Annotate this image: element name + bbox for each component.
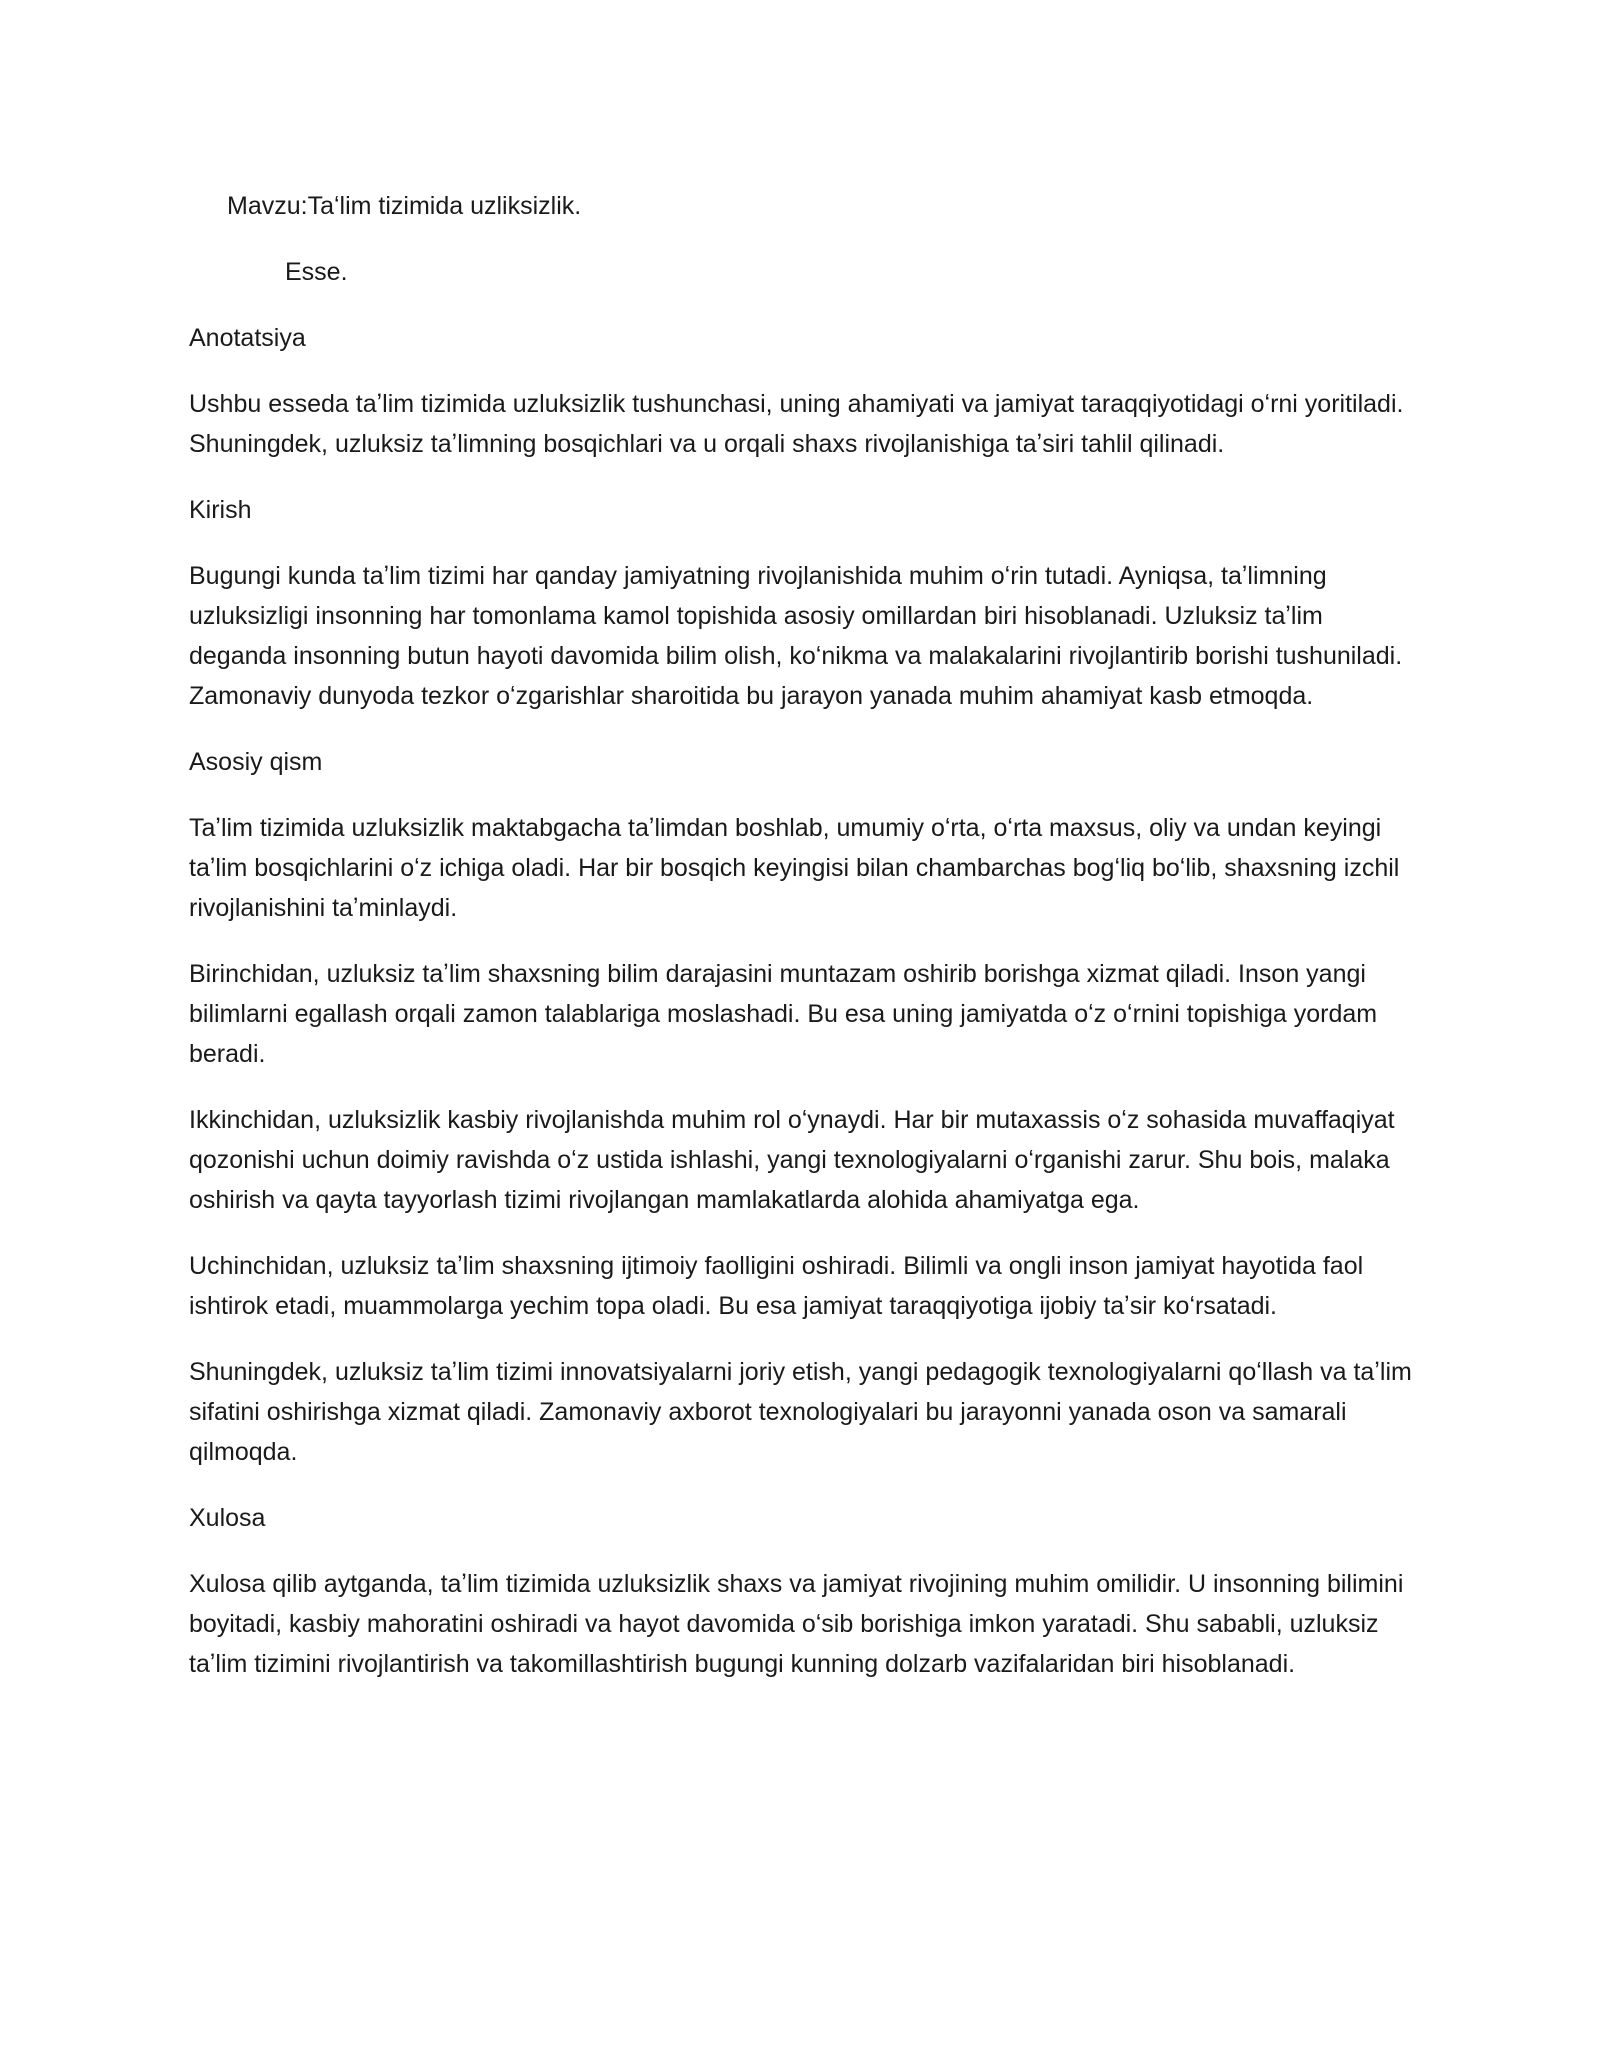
section-heading-kirish: Kirish bbox=[189, 496, 252, 524]
paragraph: Ushbu esseda taʼlim tizimida uzluksizlik tushunchasi, uning ahamiyati va jamiyat taraqqiyotidagi oʻrni yoritiladi. Shuningdek, uzluksiz taʼlimning bosqichlari va u orqali shaxs rivojlanishiga taʼsiri tahlil qilinadi. bbox=[189, 390, 1404, 458]
section-heading-xulosa: Xulosa bbox=[189, 1504, 266, 1532]
paragraph: Xulosa qilib aytganda, taʼlim tizimida uzluksizlik shaxs va jamiyat rivojining muhim omilidir. U insonning bilimini boyitadi, kasbiy mahoratini oshiradi va hayot davomida oʻsib borishiga imkon yaratadi. Shu sababli, uzluksiz taʼlim tizimini rivojlantirish va takomillashtirish bugungi kunning dolzarb vazifalaridan biri hisoblanadi. bbox=[189, 1570, 1404, 1678]
paragraph: Shuningdek, uzluksiz taʼlim tizimi innovatsiyalarni joriy etish, yangi pedagogik texnologiyalarni qoʻllash va taʼlim sifatini oshirishga xizmat qiladi. Zamonaviy axborot texnologiyalari bu jarayonni yanada oson va samarali qilmoqda. bbox=[189, 1358, 1412, 1466]
paragraph: Taʼlim tizimida uzluksizlik maktabgacha taʼlimdan boshlab, umumiy oʻrta, oʻrta maxsus, oliy va undan keyingi taʼlim bosqichlarini oʻz ichiga oladi. Har bir bosqich keyingisi bilan chambarchas bogʻliq boʻlib, shaxsning izchil rivojlanishini taʼminlaydi. bbox=[189, 814, 1400, 922]
paragraph: Ikkinchidan, uzluksizlik kasbiy rivojlanishda muhim rol oʻynaydi. Har bir mutaxassis oʻz sohasida muvaffaqiyat qozonishi uchun doimiy ravishda oʻz ustida ishlashi, yangi texnologiyalarni oʻrganishi zarur. Shu bois, malaka oshirish va qayta tayyorlash tizimi rivojlangan mamlakatlarda alohida ahamiyatga ega. bbox=[189, 1106, 1395, 1214]
section-heading-asosiy-qism: Asosiy qism bbox=[189, 748, 323, 776]
paragraph: Uchinchidan, uzluksiz taʼlim shaxsning ijtimoiy faolligini oshiradi. Bilimli va ongli inson jamiyat hayotida faol ishtirok etadi, muammolarga yechim topa oladi. Bu esa jamiyat taraqqiyotiga ijobiy taʼsir koʻrsatadi. bbox=[189, 1252, 1364, 1320]
document-topic: Mavzu:Taʻlim tizimida uzliksizlik. bbox=[227, 192, 582, 220]
section-heading-anotatsiya: Anotatsiya bbox=[189, 324, 306, 352]
document-body bbox=[189, 186, 1419, 1710]
paragraph: Birinchidan, uzluksiz taʼlim shaxsning bilim darajasini muntazam oshirib borishga xizmat qiladi. Inson yangi bilimlarni egallash orqali zamon talablariga moslashadi. Bu esa uning jamiyatda oʻz oʻrnini topishiga yordam beradi. bbox=[189, 960, 1378, 1068]
document-genre: Esse. bbox=[285, 258, 348, 286]
paragraph: Bugungi kunda taʼlim tizimi har qanday jamiyatning rivojlanishida muhim oʻrin tutadi. Ayniqsa, taʼlimning uzluksizligi insonning har tomonlama kamol topishida asosiy omillardan biri hisoblanadi. Uzluksiz taʼlim deganda insonning butun hayoti davomida bilim olish, koʻnikma va malakalarini rivojlantirib borishi tushuniladi. Zamonaviy dunyoda tezkor oʻzgarishlar sharoitida bu jarayon yanada muhim ahamiyat kasb etmoqda. bbox=[189, 562, 1403, 710]
